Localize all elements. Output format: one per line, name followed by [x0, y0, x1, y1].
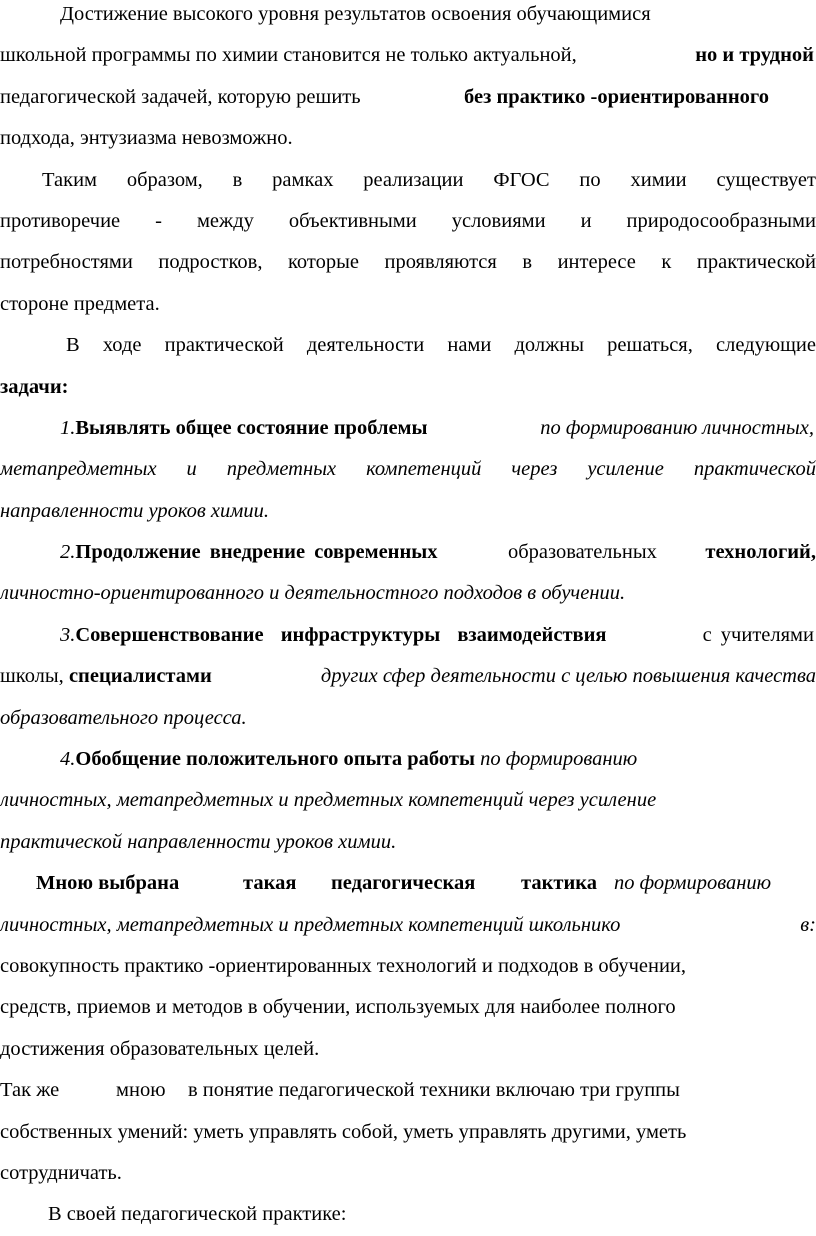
p3-line-1 — [0, 325, 816, 366]
task-3-number: 3. — [60, 623, 76, 646]
task-3-line-3 — [0, 698, 816, 739]
p4-bold-1: Мною выбрана — [36, 872, 180, 895]
p1-bold-2: без практико -ориентированного — [464, 85, 769, 108]
p4-bold-3: педагогическая — [331, 872, 476, 895]
task-3-text-2a: школы, — [0, 665, 64, 688]
p3-bold-1: задачи: — [0, 375, 69, 398]
p2-line-3 — [0, 242, 816, 283]
task-1-bold: Выявлять общее состояние проблемы — [75, 416, 428, 439]
task-3-text-3: образовательного процесса. — [0, 706, 247, 729]
p4-text-4: средств, приемов и методов в обучении, используемых для наиболее полного — [0, 996, 676, 1019]
p1-line-3 — [0, 77, 816, 118]
p5-text-1c: в понятие педагогической техники включаю три группы — [188, 1079, 680, 1102]
task-4-italic: по формированию — [480, 748, 638, 771]
p2-text-1: Таким образом, в рамках реализации ФГОС по химии существует — [42, 168, 816, 191]
p4-line-3 — [0, 946, 816, 987]
p5-text-1b: мною — [116, 1079, 166, 1102]
p5-line-1 — [0, 1070, 816, 1111]
task-3-bold-2: специалистами — [68, 665, 212, 688]
task-4-text-2: личностных, метапредметных и предметных компетенций через усиление — [0, 789, 657, 812]
task-1-text-2: метапредметных и предметных компетенций через усиление практической — [0, 458, 816, 481]
task-2-text-2: личностно-ориентированного и деятельностного подходов в обучении. — [0, 582, 626, 605]
p1-bold-1: но и трудной — [695, 44, 814, 67]
p2-line-1 — [0, 160, 816, 201]
p4-line-4 — [0, 987, 816, 1028]
p4-italic-1: по формированию — [614, 872, 772, 895]
p5-text-3: сотрудничать. — [0, 1161, 122, 1184]
p5-line-2 — [0, 1112, 816, 1153]
p4-line-5 — [0, 1029, 816, 1070]
p1-line-4 — [0, 118, 816, 159]
p2-text-4: стороне предмета. — [0, 292, 160, 315]
p5-text-2: собственных умений: уметь управлять собой, уметь управлять другими, уметь — [0, 1120, 687, 1143]
p1-text-2: школьной программы по химии становится не только актуальной, — [0, 44, 577, 67]
p4-bold-2: такая — [243, 872, 297, 895]
task-4-bold: Обобщение положительного опыта работы — [75, 748, 475, 771]
p4-text-2a: личностных, метапредметных и предметных компетенций школьнико — [0, 913, 621, 936]
p1-text-4: подхода, энтузиазма невозможно. — [0, 127, 293, 150]
p4-text-3: совокупность практико -ориентированных технологий и подходов в обучении, — [0, 954, 687, 977]
task-4-line-3 — [0, 822, 816, 863]
task-2-bold-2: технологий, — [705, 541, 816, 564]
task-2-bold-1: Продолжение внедрение современных — [75, 541, 438, 564]
p2-line-2 — [0, 201, 816, 242]
task-3-regular: с учителями — [702, 623, 814, 646]
task-1-text-3: направленности уроков химии. — [0, 499, 269, 522]
p4-line-2 — [0, 905, 816, 946]
task-2-regular: образовательных — [508, 541, 657, 564]
task-1-line-1 — [0, 408, 816, 449]
p4-line-1 — [0, 863, 816, 904]
task-1-italic: по формированию личностных, — [540, 416, 814, 439]
task-2-line-2 — [0, 573, 816, 614]
task-3-italic-2: других сфер деятельности с целью повышения качества — [320, 665, 816, 688]
p5-line-3 — [0, 1153, 816, 1194]
p2-line-4 — [0, 284, 816, 325]
task-4-number: 4. — [60, 748, 76, 771]
p1-line-2 — [0, 35, 816, 76]
task-3-line-1 — [0, 615, 816, 656]
p6-text-1: В своей педагогической практике: — [48, 1203, 347, 1226]
p2-text-2: противоречие - между объективными условиями и природосообразными — [0, 209, 816, 232]
p6-line-1 — [0, 1194, 816, 1235]
p1-line-1 — [0, 0, 816, 35]
task-4-line-2 — [0, 780, 816, 821]
p4-bold-4: тактика — [521, 872, 598, 895]
task-4-line-1 — [0, 739, 816, 780]
p4-text-2b: в: — [800, 913, 816, 936]
task-1-line-3 — [0, 491, 816, 532]
task-4-text-3: практической направленности уроков химии. — [0, 830, 397, 853]
p3-line-2 — [0, 367, 816, 408]
task-3-bold-1: Совершенствование инфраструктуры взаимодействия — [75, 623, 607, 646]
task-2-line-1 — [0, 532, 816, 573]
p3-text-1: В ходе практической деятельности нами должны решаться, следующие — [66, 334, 816, 357]
p1-text-3: педагогической задачей, которую решить — [0, 85, 361, 108]
task-2-number: 2. — [60, 541, 76, 564]
task-1-line-2 — [0, 449, 816, 490]
p5-text-1a: Так же — [0, 1079, 60, 1102]
task-1-number: 1. — [60, 416, 76, 439]
p2-text-3: потребностями подростков, которые проявляются в интересе к практической — [0, 251, 816, 274]
p4-text-5: достижения образовательных целей. — [0, 1037, 320, 1060]
task-3-line-2 — [0, 656, 816, 697]
p1-text-1: Достижение высокого уровня результатов освоения обучающимися — [60, 3, 651, 25]
